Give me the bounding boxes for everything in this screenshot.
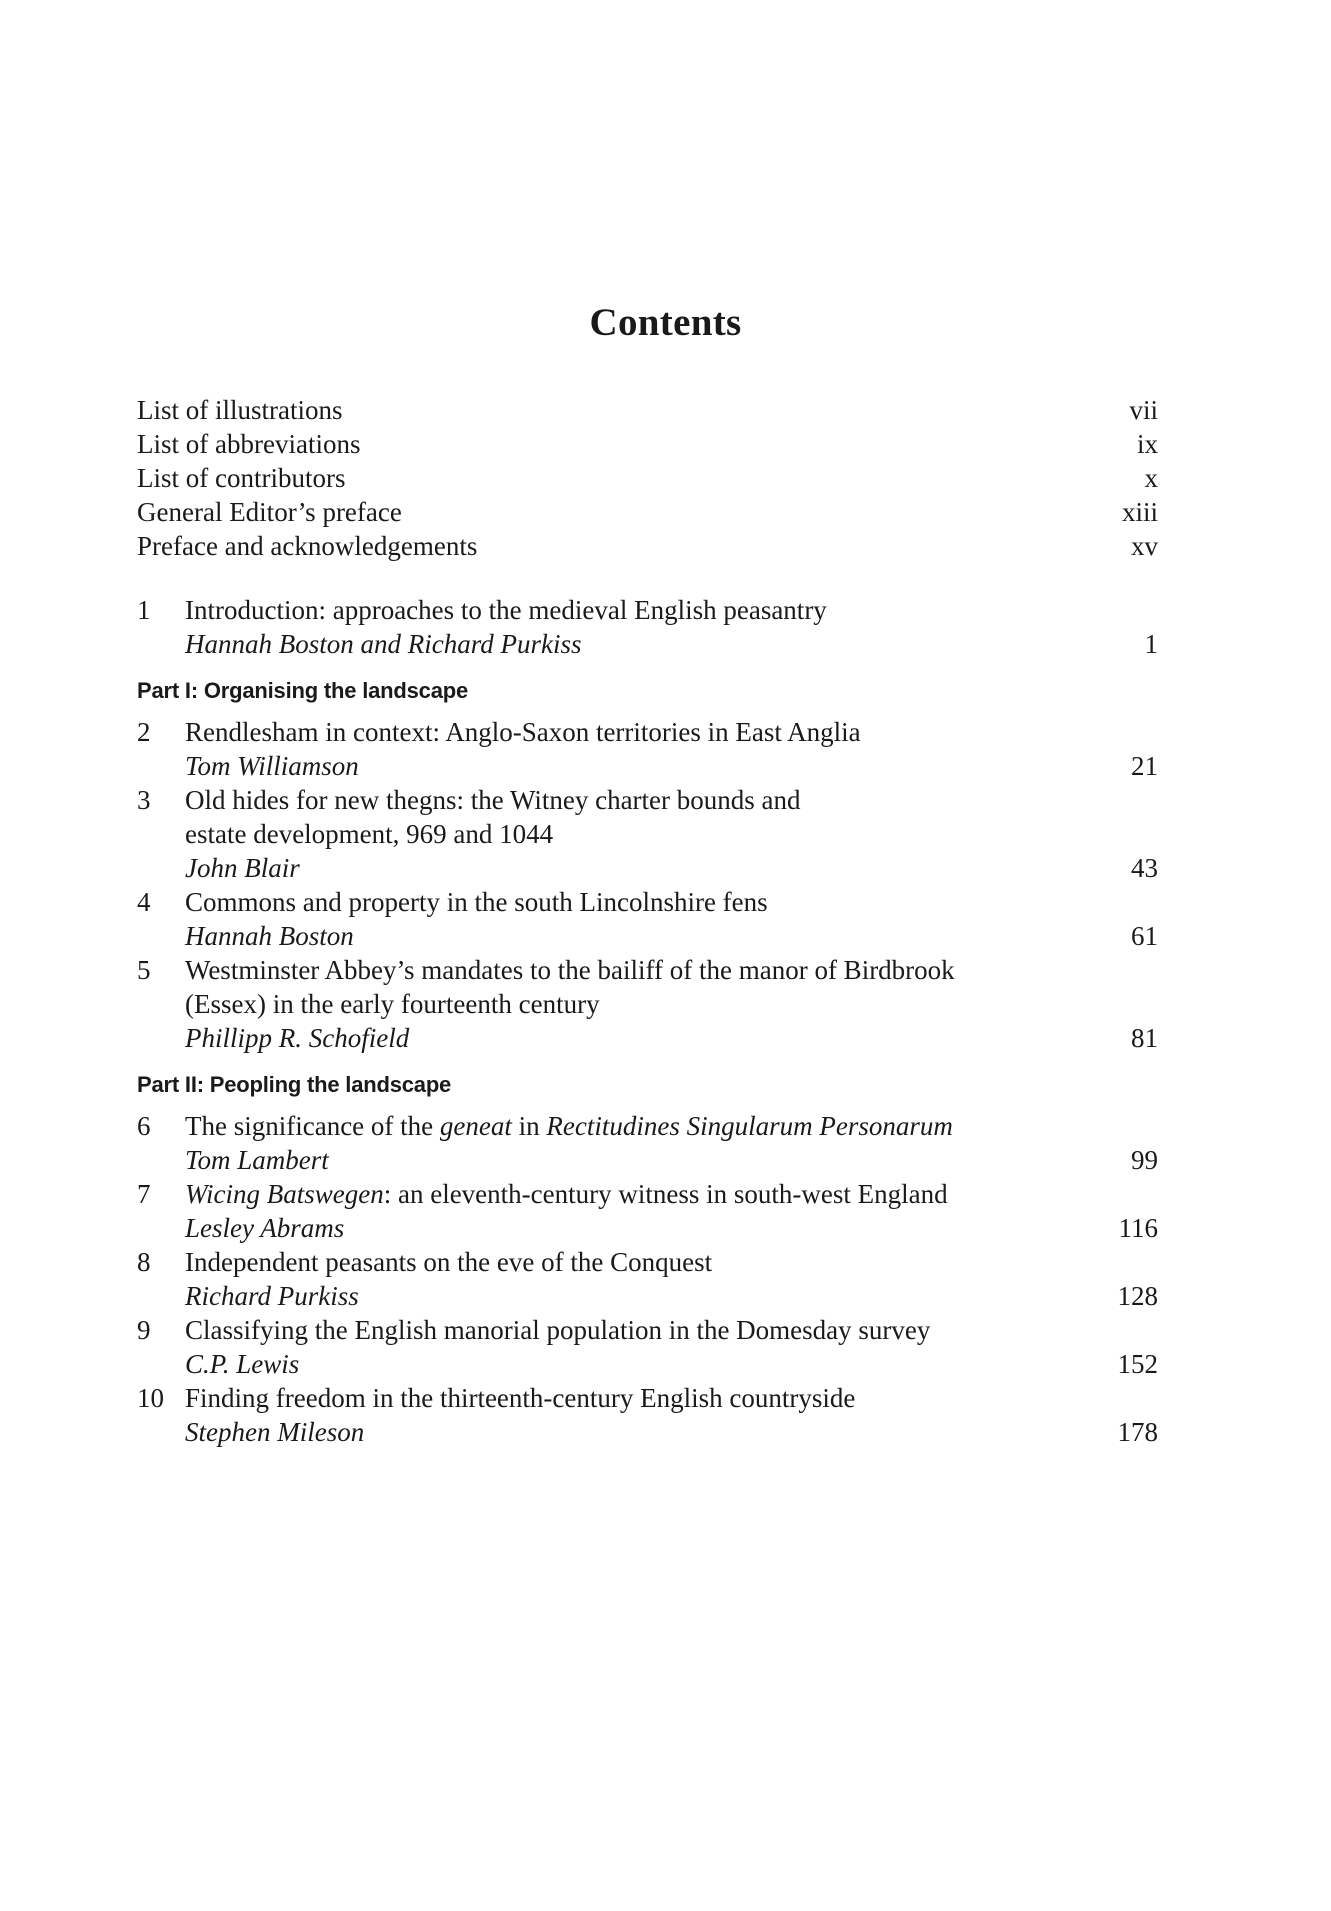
- toc-page-number: 178: [1117, 1417, 1158, 1447]
- title-italic-work: Rectitudines Singularum Personarum: [546, 1111, 953, 1141]
- chapter-title: Classifying the English manorial population in the Domesday survey: [185, 1315, 931, 1345]
- toc-page-number: x: [1144, 463, 1158, 493]
- chapter-number: 9: [137, 1315, 151, 1345]
- chapter-author: Tom Lambert: [185, 1145, 329, 1175]
- toc-page-number: ix: [1136, 429, 1158, 459]
- chapter-author: Richard Purkiss: [185, 1281, 359, 1311]
- toc-page-number: vii: [1129, 395, 1158, 425]
- toc-page-number: 128: [1117, 1281, 1158, 1311]
- chapter-title-continued: estate development, 969 and 1044: [185, 819, 554, 849]
- toc-entry-label: List of contributors: [137, 463, 346, 493]
- toc-entry-contributors[interactable]: [137, 461, 1158, 495]
- toc-chapter-6[interactable]: [137, 1109, 1158, 1177]
- chapter-author: Hannah Boston and Richard Purkiss: [185, 629, 582, 659]
- toc-chapter-8[interactable]: [137, 1245, 1158, 1313]
- chapter-title: Commons and property in the south Lincolnshire fens: [185, 887, 768, 917]
- toc-page-number: xv: [1131, 531, 1158, 561]
- chapter-title: Finding freedom in the thirteenth-century English countryside: [185, 1383, 856, 1413]
- chapter-number: 8: [137, 1247, 151, 1277]
- chapter-author: Hannah Boston: [185, 921, 354, 951]
- title-text: : an eleventh-century witness in south-west England: [383, 1179, 948, 1209]
- chapter-title: [185, 1109, 1068, 1143]
- toc-entry-label: Preface and acknowledgements: [137, 531, 478, 561]
- chapter-title-continued: (Essex) in the early fourteenth century: [185, 989, 600, 1019]
- chapter-author: Phillipp R. Schofield: [185, 1023, 410, 1053]
- table-of-contents: [137, 393, 1158, 1449]
- toc-entry-label: List of illustrations: [137, 395, 343, 425]
- toc-chapter-2[interactable]: [137, 715, 1158, 783]
- chapter-author: Stephen Mileson: [185, 1417, 365, 1447]
- toc-chapter-7[interactable]: [137, 1177, 1158, 1245]
- toc-entry-label: List of abbreviations: [137, 429, 361, 459]
- part-heading-1: Part I: Organising the landscape: [137, 678, 469, 703]
- chapter-title: [185, 1177, 1068, 1211]
- chapter-number: 6: [137, 1111, 151, 1141]
- title-italic-term: geneat: [439, 1111, 512, 1141]
- toc-page-number: 21: [1131, 751, 1158, 781]
- title-text: The significance of the: [185, 1111, 440, 1141]
- chapter-title: Old hides for new thegns: the Witney charter bounds and: [185, 785, 801, 815]
- toc-entry-label: General Editor’s preface: [137, 497, 402, 527]
- title-text: in: [511, 1111, 547, 1141]
- page-title: Contents: [589, 301, 742, 344]
- toc-chapter-9[interactable]: [137, 1313, 1158, 1381]
- toc-chapter-4[interactable]: [137, 885, 1158, 953]
- toc-page-number: xiii: [1121, 497, 1158, 527]
- chapter-number: 7: [137, 1179, 151, 1209]
- title-italic-name: Wicing Batswegen: [185, 1179, 384, 1209]
- toc-page-number: 81: [1131, 1023, 1158, 1053]
- toc-entry-editor-preface[interactable]: [137, 495, 1158, 529]
- chapter-title: Introduction: approaches to the medieval English peasantry: [185, 595, 827, 625]
- chapter-author: Tom Williamson: [185, 751, 359, 781]
- part-heading-2: Part II: Peopling the landscape: [137, 1072, 452, 1097]
- toc-chapter-1[interactable]: [137, 593, 1158, 661]
- chapter-title: Westminster Abbey’s mandates to the bailiff of the manor of Birdbrook: [185, 955, 955, 985]
- toc-chapter-5[interactable]: [137, 953, 1158, 1055]
- chapter-author: C.P. Lewis: [185, 1349, 300, 1379]
- toc-page-number: 61: [1131, 921, 1158, 951]
- toc-chapter-10[interactable]: [137, 1381, 1158, 1449]
- chapter-number: 3: [137, 785, 151, 815]
- chapter-number: 1: [137, 595, 151, 625]
- toc-entry-illustrations[interactable]: [137, 393, 1158, 427]
- toc-entry-preface-acknowledgements[interactable]: [137, 529, 1158, 563]
- chapter-number: 4: [137, 887, 151, 917]
- toc-entry-abbreviations[interactable]: [137, 427, 1158, 461]
- chapter-author: John Blair: [185, 853, 300, 883]
- toc-page-number: 43: [1131, 853, 1158, 883]
- chapter-number: 2: [137, 717, 151, 747]
- chapter-title: Independent peasants on the eve of the Conquest: [185, 1247, 713, 1277]
- chapter-title: Rendlesham in context: Anglo-Saxon territories in East Anglia: [185, 717, 861, 747]
- chapter-number: 5: [137, 955, 151, 985]
- chapter-author: Lesley Abrams: [185, 1213, 345, 1243]
- toc-page-number: 152: [1117, 1349, 1158, 1379]
- toc-page-number: 1: [1144, 629, 1158, 659]
- chapter-number: 10: [137, 1383, 164, 1413]
- toc-page-number: 116: [1118, 1213, 1158, 1243]
- toc-page-number: 99: [1131, 1145, 1158, 1175]
- toc-chapter-3[interactable]: [137, 783, 1158, 885]
